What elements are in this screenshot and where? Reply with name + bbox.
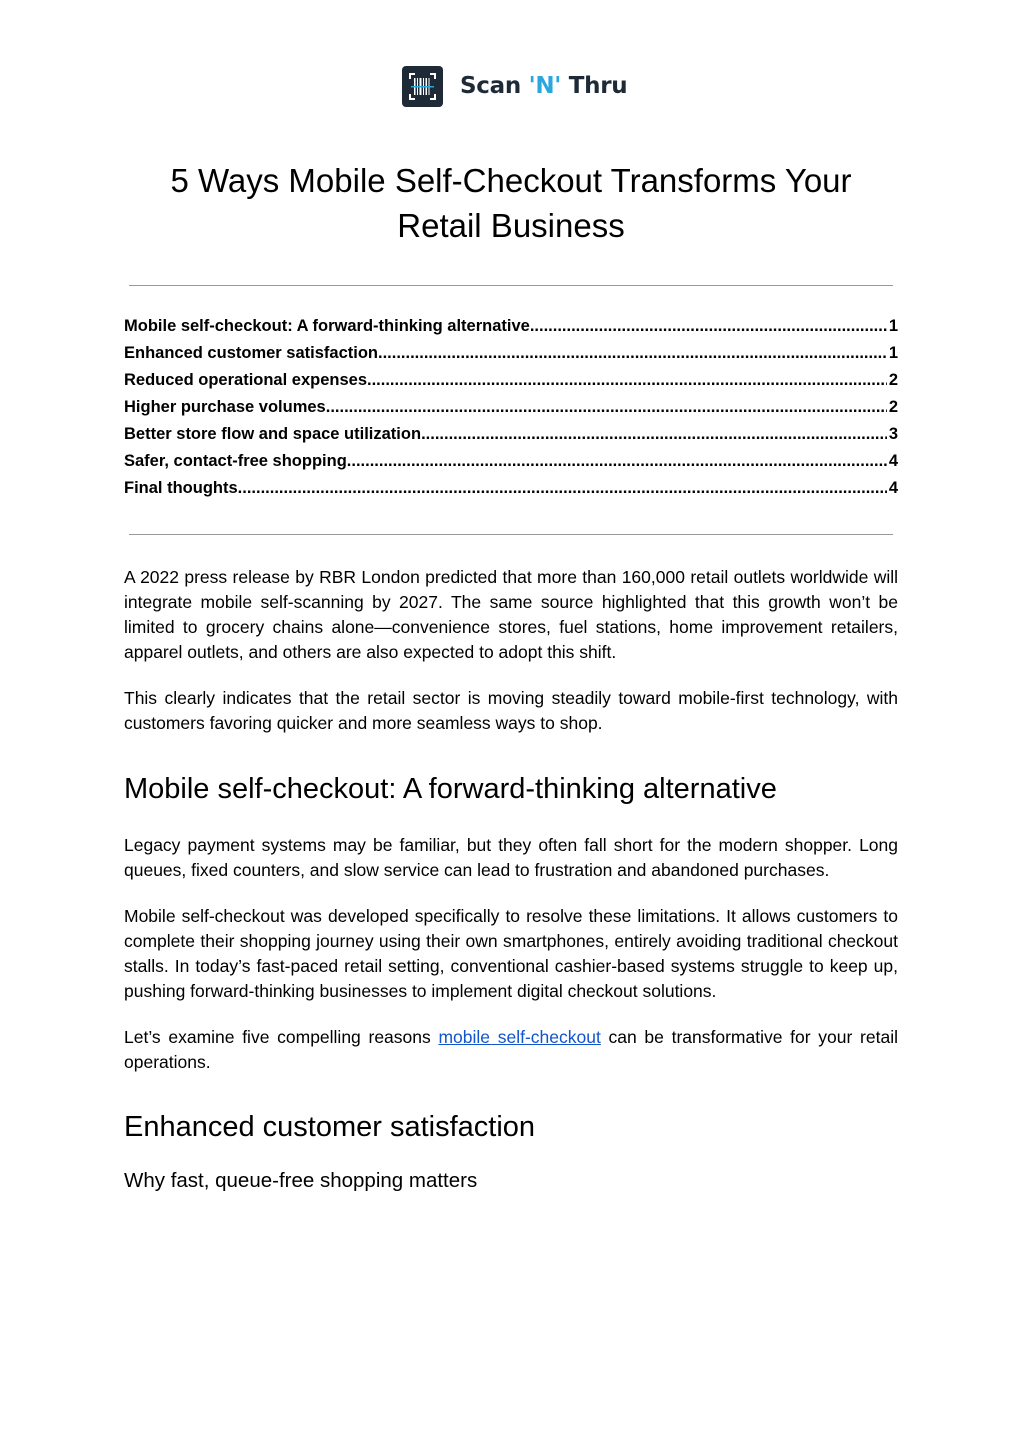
- brand-name: Scan 'N' Thru: [460, 73, 628, 99]
- toc-item[interactable]: Enhanced customer satisfaction ..... 1: [124, 344, 898, 371]
- body-paragraph: Let’s examine five compelling reasons mobile self-checkout can be transformative for your retail operations.: [124, 1027, 898, 1072]
- document-body: [124, 565, 898, 1195]
- toc-item[interactable]: Mobile self-checkout: A forward-thinking alternative ..... 1: [124, 317, 898, 344]
- section-heading: Enhanced customer satisfaction: [124, 1111, 536, 1143]
- section-heading: Mobile self-checkout: A forward-thinking alternative: [124, 773, 777, 805]
- table-of-contents: [124, 317, 898, 506]
- toc-item[interactable]: Final thoughts ..... 4: [124, 479, 898, 506]
- subsection-heading: Why fast, queue-free shopping matters: [124, 1169, 478, 1192]
- body-paragraph: Mobile self-checkout was developed specifically to resolve these limitations. It allows customers to complete their shopping journey using their own smartphones, entirely avoiding traditional checkout stalls. In today’s fast-paced retail setting, conventional cashier-based systems struggle to keep up, pushing forward-thinking businesses to implement digital checkout solutions.: [124, 906, 898, 1001]
- toc-item[interactable]: Better store flow and space utilization ..... 3: [124, 425, 898, 452]
- document-title: 5 Ways Mobile Self-Checkout Transforms Your Retail Business: [170, 162, 852, 244]
- body-paragraph: Legacy payment systems may be familiar, but they often fall short for the modern shopper. Long queues, fixed counters, and slow service can lead to frustration and abandoned purchases.: [124, 835, 898, 880]
- barcode-scan-icon: [402, 66, 443, 107]
- brand-logo: [402, 65, 627, 107]
- mobile-self-checkout-link[interactable]: mobile self-checkout: [438, 1027, 601, 1047]
- toc-item[interactable]: Higher purchase volumes ..... 2: [124, 398, 898, 425]
- intro-paragraph: A 2022 press release by RBR London predicted that more than 160,000 retail outlets worldwide will integrate mobile self-scanning by 2027. The same source highlighted that this growth won’t be limited to grocery chains alone—convenience stores, fuel stations, home improvement retailers, apparel outlets, and others are also expected to adopt this shift.: [124, 567, 898, 662]
- toc-item[interactable]: Safer, contact-free shopping ..... 4: [124, 452, 898, 479]
- toc-item[interactable]: Reduced operational expenses ..... 2: [124, 371, 898, 398]
- intro-paragraph: This clearly indicates that the retail sector is moving steadily toward mobile-first technology, with customers favoring quicker and more seamless ways to shop.: [124, 688, 898, 733]
- divider-top: [129, 285, 893, 286]
- divider-bottom: [129, 534, 893, 535]
